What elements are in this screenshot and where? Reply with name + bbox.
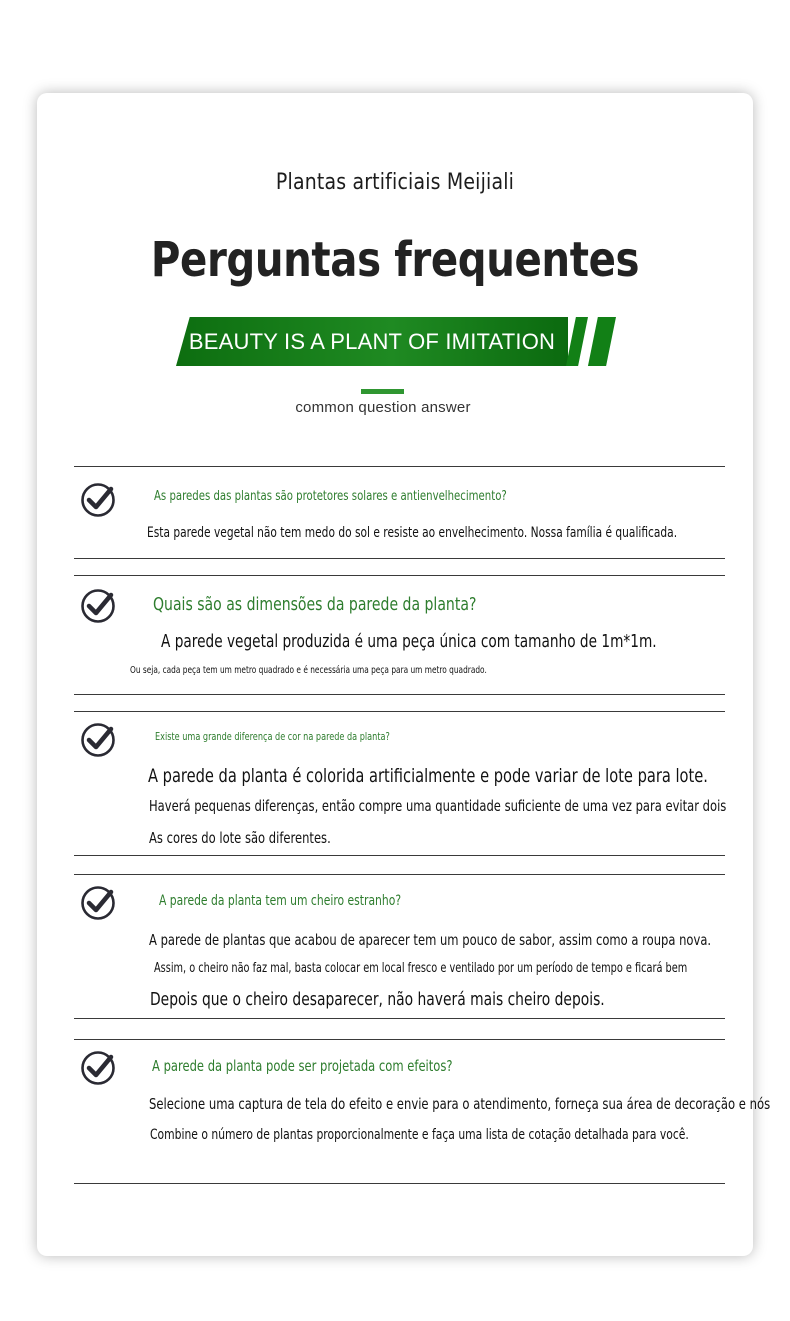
divider: [74, 1183, 725, 1184]
divider: [74, 575, 725, 576]
check-circle-icon: [80, 588, 116, 624]
faq-answer-line: A parede vegetal produzida é uma peça única com tamanho de 1m*1m.: [161, 631, 657, 652]
divider: [74, 874, 725, 875]
divider-accent: [361, 389, 404, 394]
faq-answer-line: Depois que o cheiro desaparecer, não haverá mais cheiro depois.: [150, 989, 605, 1010]
faq-answer-line: A parede de plantas que acabou de aparecer tem um pouco de sabor, assim como a roupa nova.: [149, 931, 712, 949]
check-circle-icon: [80, 482, 116, 518]
faq-answer-line: Selecione uma captura de tela do efeito e envie para o atendimento, forneça sua área de decoração e nós: [149, 1095, 771, 1113]
faq-answer-line: Assim, o cheiro não faz mal, basta colocar em local fresco e ventilado por um período de tempo e ficará bem: [154, 961, 688, 976]
banner-text: BEAUTY IS A PLANT OF IMITATION: [188, 329, 556, 354]
page-title: Perguntas frequentes: [150, 232, 640, 288]
faq-answer-line: Haverá pequenas diferenças, então compre uma quantidade suficiente de uma vez para evitar dois: [149, 797, 727, 815]
faq-answer-line: A parede da planta é colorida artificialmente e pode variar de lote para lote.: [148, 765, 708, 787]
check-circle-icon: [80, 722, 116, 758]
faq-answer-line: As cores do lote são diferentes.: [149, 829, 331, 847]
faq-answer-line: Ou seja, cada peça tem um metro quadrado e é necessária uma peça para um metro quadrado.: [130, 665, 487, 676]
divider: [74, 855, 725, 856]
faq-question: A parede da planta pode ser projetada com efeitos?: [152, 1057, 453, 1075]
divider: [74, 1018, 725, 1019]
divider: [74, 711, 725, 712]
faq-question: A parede da planta tem um cheiro estranho?: [159, 893, 402, 909]
faq-question: As paredes das plantas são protetores solares e antienvelhecimento?: [154, 489, 507, 504]
divider: [74, 1039, 725, 1040]
divider: [74, 694, 725, 695]
divider: [74, 466, 725, 467]
faq-answer-line: Esta parede vegetal não tem medo do sol e resiste ao envelhecimento. Nossa família é qualificada.: [147, 525, 678, 541]
faq-question: Existe uma grande diferença de cor na parede da planta?: [155, 730, 390, 743]
section-subtitle: common question answer: [295, 399, 471, 416]
check-circle-icon: [80, 1050, 116, 1086]
check-circle-icon: [80, 885, 116, 921]
faq-answer-line: Combine o número de plantas proporcionalmente e faça uma lista de cotação detalhada para você.: [150, 1127, 689, 1143]
divider: [74, 558, 725, 559]
brand-name: Plantas artificiais Meijiali: [275, 170, 515, 195]
faq-question: Quais são as dimensões da parede da planta?: [153, 594, 477, 615]
